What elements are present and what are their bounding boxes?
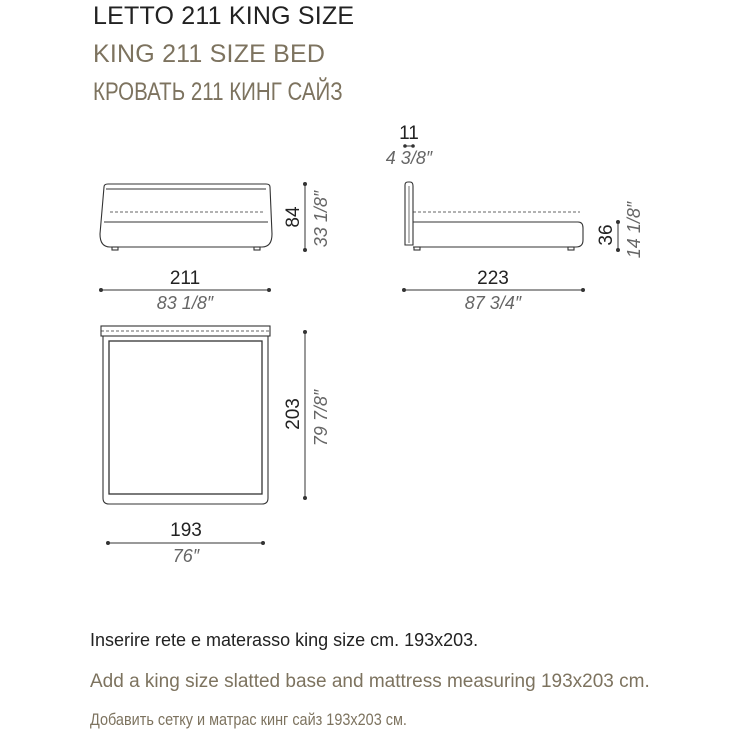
note-russian: Добавить сетку и матрас кинг сайз 193x203 см.: [90, 710, 407, 729]
top-length-cm: 203: [283, 398, 304, 430]
side-length-inch: 87 3/4″: [464, 293, 522, 313]
side-length-cm: 223: [477, 268, 509, 289]
top-view-mattress: [109, 341, 262, 494]
top-width-inch: 76″: [172, 546, 200, 566]
side-view: [405, 182, 583, 250]
front-view-left-foot: [112, 247, 118, 250]
front-width-inch: 83 1/8″: [156, 293, 214, 313]
side-view-base: [413, 222, 583, 247]
side-height-inch: 14 1/8″: [624, 201, 644, 259]
front-width-dimension: [99, 268, 271, 313]
front-view-right-foot: [254, 247, 260, 250]
note-english: Add a king size slatted base and mattress measuring 193x203 cm.: [90, 671, 650, 692]
title-italian: LETTO 211 KING SIZE: [93, 2, 355, 30]
side-view-front-foot: [414, 247, 420, 250]
note-italian: Inserire rete e materasso king size cm. 193x203.: [90, 630, 479, 650]
front-view: [100, 184, 272, 250]
front-height-dimension: [283, 182, 331, 252]
title-english: KING 211 SIZE BED: [93, 40, 326, 68]
top-width-cm: 193: [170, 520, 202, 541]
side-height-cm: 36: [596, 224, 617, 246]
front-height-cm: 84: [283, 206, 304, 228]
headboard-thickness-cm: 11: [399, 123, 419, 144]
top-length-dimension: [283, 330, 331, 500]
front-view-frame: [100, 184, 272, 247]
top-width-dimension: [106, 520, 265, 566]
top-length-inch: 79 7/8″: [311, 389, 331, 447]
top-view: [101, 326, 270, 504]
front-height-inch: 33 1/8″: [311, 190, 331, 248]
title-russian: КРОВАТЬ 211 КИНГ САЙЗ: [93, 78, 343, 106]
headboard-thickness-dimension: [386, 123, 433, 168]
front-width-cm: 211: [169, 268, 201, 289]
headboard-thickness-inch: 4 3/8″: [385, 148, 433, 168]
side-length-dimension: [402, 268, 585, 313]
side-view-back-foot: [568, 247, 574, 250]
side-height-dimension: [596, 201, 644, 258]
top-view-outer-frame: [103, 336, 268, 504]
